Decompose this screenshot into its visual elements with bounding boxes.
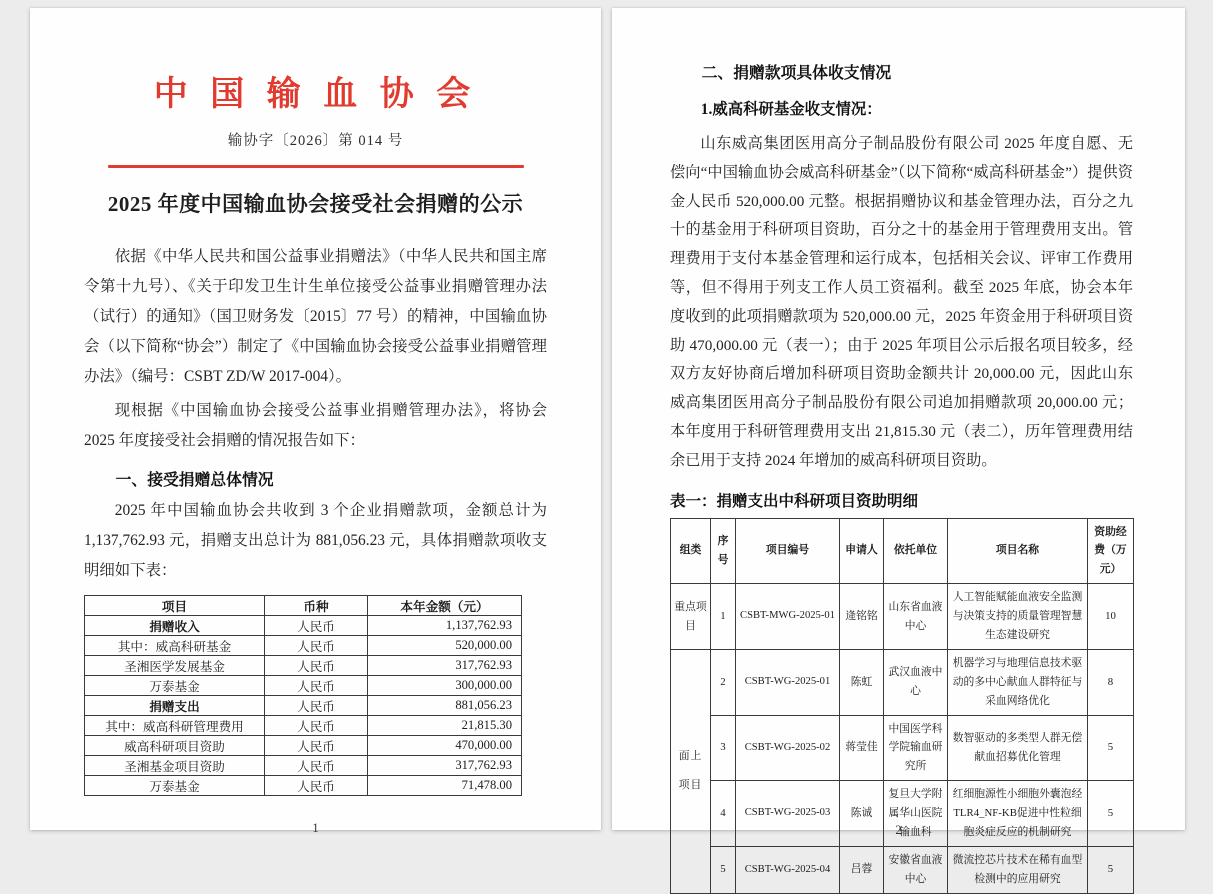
paragraph-weigao-fund-detail: 山东威高集团医用高分子制品股份有限公司 2025 年度自愿、无偿向“中国输血协会威高科研基金”（以下简称“威高科研基金”）提供资金人民币 520,000.00 元整。根据捐赠协议和基金管理办法，百分之九十的基金用于科研项目资助，百分之十的基金用于管理费用支出。管理费用于支付本基金管理和运行成本，包括相关会议、评审工作费用等，但不得用于列支工作人员工资福利。截至 2025 年底，协会本年度收到的此项捐赠款项为 520,000.00 元，2025 年资金用于科研项目资助 470,000.00 元（表一）；由于 2025 年项目公示后报名项目较多，经双方友好协商后增加科研项目资助金额共计 20,000.00 元，因此山东威高集团医用高分子制品股份有限公司追加捐赠款项 20,000.00 元；本年度用于科研管理费用支出 21,815.30 元（表二），历年管理费用结余已用于支持 2024 年增加的威高科研项目资助。 bbox=[670, 135, 1133, 469]
cell-code: CSBT-WG-2025-02 bbox=[736, 715, 840, 781]
cell-item: 圣湘基金项目资助 bbox=[85, 756, 265, 776]
table-row bbox=[85, 616, 522, 636]
cell-currency: 人民币 bbox=[265, 756, 368, 776]
cell-seq: 1 bbox=[711, 584, 736, 650]
col-header-applicant: 申请人 bbox=[840, 518, 884, 584]
cell-seq: 2 bbox=[711, 649, 736, 715]
cell-group: 面上项目 bbox=[671, 649, 711, 893]
cell-code: CSBT-MWG-2025-01 bbox=[736, 584, 840, 650]
cell-applicant: 蒋莹佳 bbox=[840, 715, 884, 781]
col-header-org: 依托单位 bbox=[884, 518, 948, 584]
col-header-title: 项目名称 bbox=[948, 518, 1088, 584]
cell-seq: 4 bbox=[711, 781, 736, 847]
paragraph-legal-basis: 依据《中华人民共和国公益事业捐赠法》（中华人民共和国主席令第十九号）、《关于印发卫生计生单位接受公益事业捐赠管理办法（试行）的通知》（国卫财务发〔2015〕77 号）的精神，中国输血协会（以下简称“协会”）制定了《中国输血协会接受公益事业捐赠管理办法》（编号：CSBT ZD/W 2017-004）。 bbox=[84, 248, 547, 385]
cell-amount: 317,762.93 bbox=[368, 756, 522, 776]
cell-fund: 8 bbox=[1088, 649, 1134, 715]
cell-currency: 人民币 bbox=[265, 776, 368, 796]
cell-amount: 317,762.93 bbox=[368, 656, 522, 676]
table-one-caption: 表一：捐赠支出中科研项目资助明细 bbox=[670, 492, 919, 510]
table-row bbox=[85, 716, 522, 736]
col-header-currency: 币种 bbox=[265, 596, 368, 616]
cell-org: 山东省血液中心 bbox=[884, 584, 948, 650]
col-header-group: 组类 bbox=[671, 518, 711, 584]
table-row bbox=[85, 736, 522, 756]
cell-seq: 5 bbox=[711, 846, 736, 893]
cell-title: 微流控芯片技术在稀有血型检测中的应用研究 bbox=[948, 846, 1088, 893]
cell-title: 红细胞源性小细胞外囊泡经TLR4_NF-KB促进中性粒细胞炎症反应的机制研究 bbox=[948, 781, 1088, 847]
table-row bbox=[85, 776, 522, 796]
donation-income-expense-table bbox=[84, 595, 522, 796]
table-row bbox=[85, 676, 522, 696]
cell-amount: 21,815.30 bbox=[368, 716, 522, 736]
document-number: 输协字〔2026〕第 014 号 bbox=[227, 133, 404, 149]
cell-item: 其中：威高科研基金 bbox=[85, 636, 265, 656]
cell-currency: 人民币 bbox=[265, 716, 368, 736]
cell-amount: 1,137,762.93 bbox=[368, 616, 522, 636]
cell-applicant: 陈诚 bbox=[840, 781, 884, 847]
table-header-row bbox=[671, 518, 1134, 584]
cell-currency: 人民币 bbox=[265, 616, 368, 636]
col-header-code: 项目编号 bbox=[736, 518, 840, 584]
cell-item: 捐赠收入 bbox=[85, 616, 265, 636]
cell-fund: 5 bbox=[1088, 715, 1134, 781]
cell-amount: 71,478.00 bbox=[368, 776, 522, 796]
document-page-2 bbox=[612, 8, 1185, 885]
cell-item: 万泰基金 bbox=[85, 776, 265, 796]
table-row bbox=[671, 649, 1134, 715]
table-row bbox=[85, 696, 522, 716]
cell-item: 圣湘医学发展基金 bbox=[85, 656, 265, 676]
cell-item: 万泰基金 bbox=[85, 676, 265, 696]
cell-amount: 520,000.00 bbox=[368, 636, 522, 656]
cell-item: 威高科研项目资助 bbox=[85, 736, 265, 756]
col-header-seq: 序号 bbox=[711, 518, 736, 584]
red-divider-rule bbox=[108, 165, 524, 168]
cell-amount: 881,056.23 bbox=[368, 696, 522, 716]
table-row bbox=[85, 656, 522, 676]
table-row bbox=[85, 756, 522, 776]
page-2-content bbox=[612, 60, 1185, 885]
cell-org: 武汉血液中心 bbox=[884, 649, 948, 715]
cell-code: CSBT-WG-2025-01 bbox=[736, 649, 840, 715]
cell-currency: 人民币 bbox=[265, 636, 368, 656]
cell-item: 其中：威高科研管理费用 bbox=[85, 716, 265, 736]
cell-amount: 470,000.00 bbox=[368, 736, 522, 756]
cell-fund: 5 bbox=[1088, 846, 1134, 893]
cell-org: 复旦大学附属华山医院输血科 bbox=[884, 781, 948, 847]
cell-currency: 人民币 bbox=[265, 676, 368, 696]
cell-currency: 人民币 bbox=[265, 696, 368, 716]
cell-amount: 300,000.00 bbox=[368, 676, 522, 696]
table-row bbox=[671, 846, 1134, 893]
paragraph-donation-summary: 2025 年中国输血协会共收到 3 个企业捐赠款项，金额总计为 1,137,762.93 元，捐赠支出总计为 881,056.23 元，具体捐赠款项收支明细如下表： bbox=[84, 502, 547, 579]
page-number: 2 bbox=[895, 823, 902, 837]
table-row bbox=[671, 584, 1134, 650]
cell-item: 捐赠支出 bbox=[85, 696, 265, 716]
cell-group: 重点项目 bbox=[671, 584, 711, 650]
table-header-row bbox=[85, 596, 522, 616]
cell-code: CSBT-WG-2025-04 bbox=[736, 846, 840, 893]
document-title: 2025 年度中国输血协会接受社会捐赠的公示 bbox=[107, 192, 524, 216]
cell-title: 人工智能赋能血液安全监测与决策支持的质量管理智慧生态建设研究 bbox=[948, 584, 1088, 650]
cell-title: 机器学习与地理信息技术驱动的多中心献血人群特征与采血网络优化 bbox=[948, 649, 1088, 715]
page-1-content bbox=[30, 66, 601, 888]
page-number: 1 bbox=[312, 821, 319, 835]
col-header-amount: 本年金额（元） bbox=[368, 596, 522, 616]
cell-currency: 人民币 bbox=[265, 656, 368, 676]
cell-fund: 10 bbox=[1088, 584, 1134, 650]
organization-name: 中 国 输 血 协 会 bbox=[153, 76, 478, 113]
cell-code: CSBT-WG-2025-03 bbox=[736, 781, 840, 847]
cell-applicant: 陈虹 bbox=[840, 649, 884, 715]
cell-currency: 人民币 bbox=[265, 736, 368, 756]
cell-org: 中国医学科学院输血研究所 bbox=[884, 715, 948, 781]
cell-org: 安徽省血液中心 bbox=[884, 846, 948, 893]
paragraph-report-intro: 现根据《中国输血协会接受公益事业捐赠管理办法》，将协会 2025 年度接受社会捐赠的情况报告如下： bbox=[84, 402, 547, 449]
section-1-heading: 一、接受捐赠总体情况 bbox=[115, 472, 274, 489]
table-row bbox=[671, 715, 1134, 781]
subsection-1-heading: 1.威高科研基金收支情况： bbox=[700, 101, 882, 118]
col-header-fund: 资助经费（万元） bbox=[1088, 518, 1134, 584]
cell-applicant: 逄铭铭 bbox=[840, 584, 884, 650]
document-page-1 bbox=[30, 8, 601, 835]
section-2-heading: 二、捐赠款项具体收支情况 bbox=[701, 65, 892, 82]
cell-seq: 3 bbox=[711, 715, 736, 781]
cell-fund: 5 bbox=[1088, 781, 1134, 847]
table-row bbox=[85, 636, 522, 656]
cell-applicant: 吕蓉 bbox=[840, 846, 884, 893]
col-header-item: 项目 bbox=[85, 596, 265, 616]
cell-title: 数智驱动的多类型人群无偿献血招募优化管理 bbox=[948, 715, 1088, 781]
